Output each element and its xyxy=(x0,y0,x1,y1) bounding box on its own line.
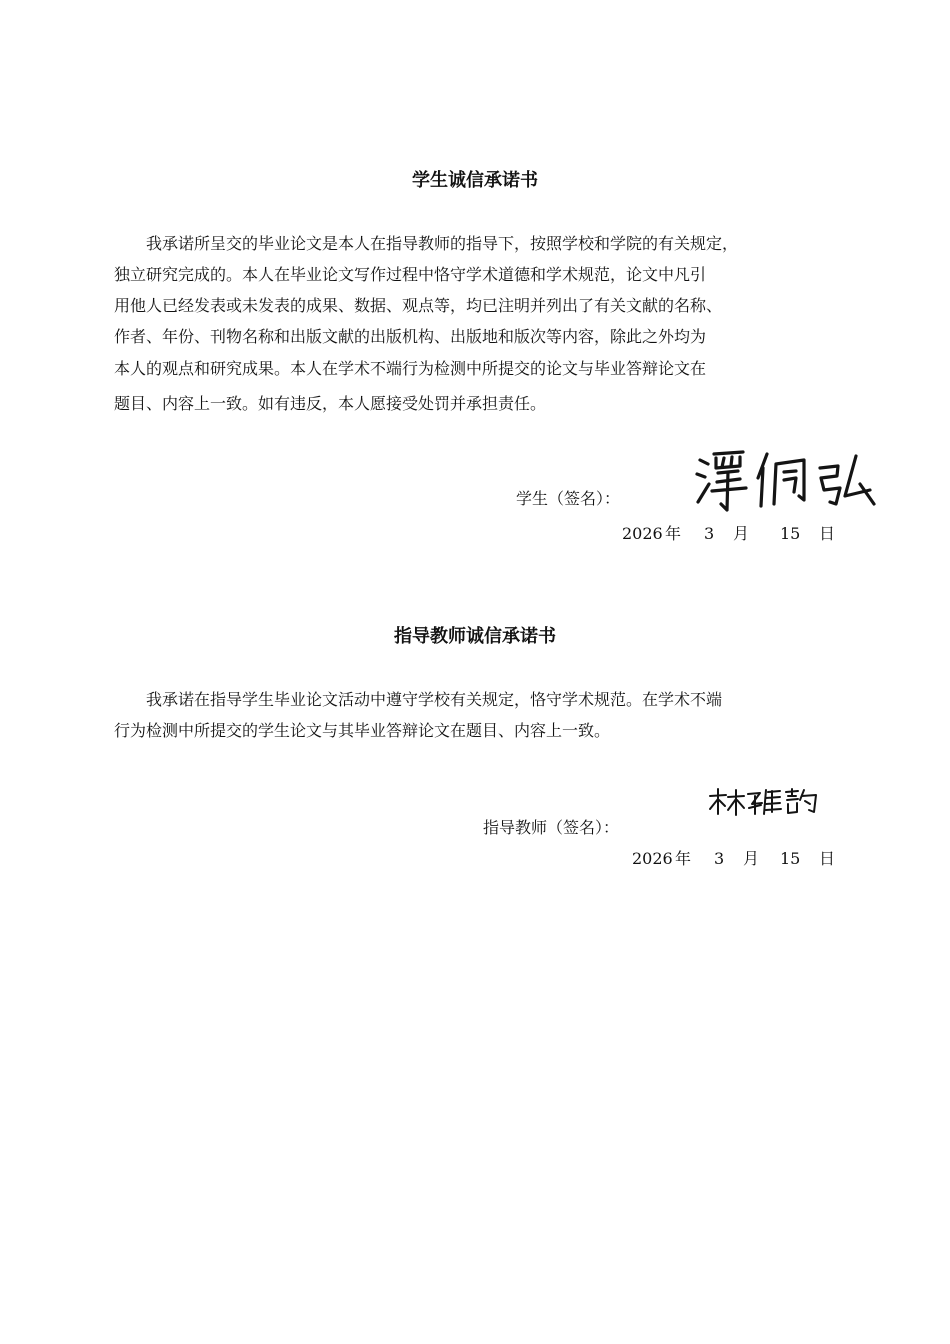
student-pledge-line-2: 独立研究完成的。本人在毕业论文写作过程中恪守学术道德和学术规范，论文中凡引 xyxy=(114,265,707,284)
advisor-signature-date xyxy=(632,848,842,870)
advisor-date-day: 15 xyxy=(780,849,801,868)
advisor-date-day-unit: 日 xyxy=(819,849,836,868)
advisor-pledge-title: 指导教师诚信承诺书 xyxy=(394,626,556,647)
student-date-year: 2026 xyxy=(622,524,663,543)
advisor-date-month: 3 xyxy=(714,849,725,868)
student-date-year-unit: 年 xyxy=(665,524,682,543)
advisor-date-month-unit: 月 xyxy=(743,849,760,868)
advisor-handwritten-signature xyxy=(706,786,824,820)
student-date-day-unit: 日 xyxy=(819,524,836,543)
student-pledge-line-6: 题目、内容上一致。如有违反，本人愿接受处罚并承担责任。 xyxy=(114,394,547,413)
student-date-month: 3 xyxy=(704,524,715,543)
student-date-month-unit: 月 xyxy=(733,524,750,543)
student-signature-label: 学生（签名）： xyxy=(516,489,621,508)
advisor-signature-label: 指导教师（签名）： xyxy=(483,818,620,837)
advisor-pledge-line-1: 我承诺在指导学生毕业论文活动中遵守学校有关规定，恪守学术规范。在学术不端 xyxy=(146,690,723,709)
student-date-day: 15 xyxy=(780,524,801,543)
advisor-date-year-unit: 年 xyxy=(675,849,692,868)
student-pledge-line-1: 我承诺所呈交的毕业论文是本人在指导教师的指导下，按照学校和学院的有关规定， xyxy=(146,234,739,253)
advisor-pledge-line-2: 行为检测中所提交的学生论文与其毕业答辩论文在题目、内容上一致。 xyxy=(114,721,611,740)
student-handwritten-signature xyxy=(688,446,880,518)
student-pledge-title: 学生诚信承诺书 xyxy=(412,170,538,191)
student-signature-date xyxy=(622,523,842,545)
student-pledge-line-4: 作者、年份、刊物名称和出版文献的出版机构、出版地和版次等内容，除此之外均为 xyxy=(114,327,707,346)
student-pledge-line-3: 用他人已经发表或未发表的成果、数据、观点等，均已注明并列出了有关文献的名称、 xyxy=(114,296,723,315)
student-pledge-line-5: 本人的观点和研究成果。本人在学术不端行为检测中所提交的论文与毕业答辩论文在 xyxy=(114,359,707,378)
advisor-date-year: 2026 xyxy=(632,849,673,868)
